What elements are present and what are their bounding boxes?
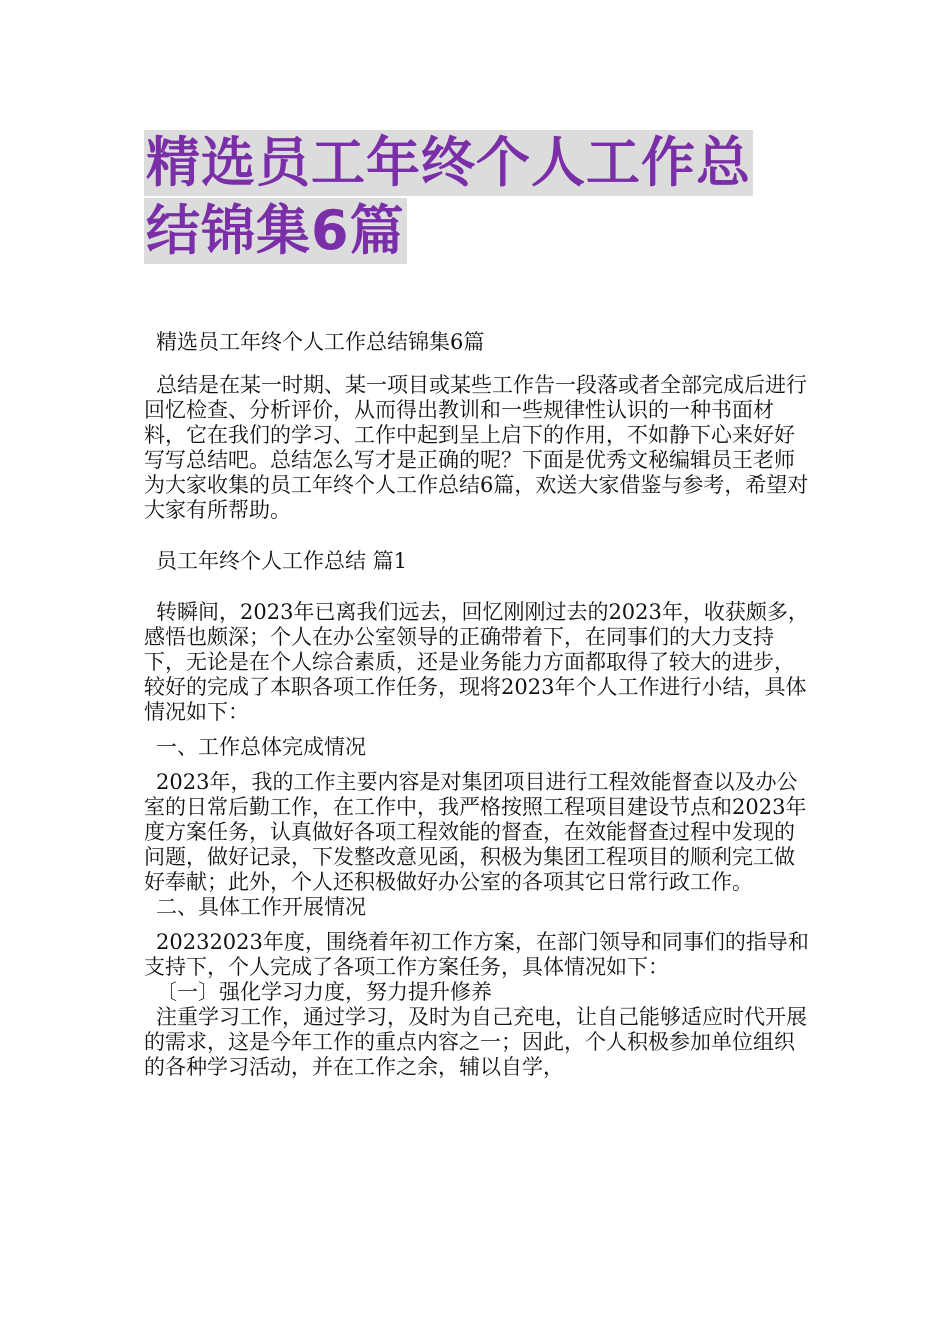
paragraph-1: 转瞬间，2023年已离我们远去，回忆刚刚过去的2023年，收获颇多，感悟也颇深；个人在办公室领导的正确带着下，在同事们的大力支持下，无论是在个人综合素质，还是业务能力方面都取得了较大的进步，较好的完成了本职各项工作任务，现将2023年个人工作进行小结，具体情况如下： bbox=[144, 600, 809, 724]
heading-3: 〔一〕强化学习力度，努力提升修养 bbox=[156, 980, 492, 1004]
heading-2: 二、具体工作开展情况 bbox=[156, 895, 366, 919]
heading-1: 一、工作总体完成情况 bbox=[156, 735, 366, 759]
document-body bbox=[144, 330, 814, 1080]
title-line-2: 结锦集6篇 bbox=[146, 199, 405, 262]
document-title bbox=[144, 130, 824, 266]
title-line-1: 精选员工年终个人工作总 bbox=[146, 131, 751, 194]
paragraph-2: 2023年，我的工作主要内容是对集团项目进行工程效能督查以及办公室的日常后勤工作，在工作中，我严格按照工程项目建设节点和2023年度方案任务，认真做好各项工程效能的督查，在效能督查过程中发现的问题，做好记录，下发整改意见函，积极为集团工程项目的顺利完工做好奉献；此外，个人还积极做好办公室的各项其它日常行政工作。 bbox=[144, 770, 807, 894]
subtitle: 精选员工年终个人工作总结锦集6篇 bbox=[156, 330, 485, 354]
intro-paragraph: 总结是在某一时期、某一项目或某些工作告一段落或者全部完成后进行回忆检查、分析评价，从而得出教训和一些规律性认识的一种书面材料，它在我们的学习、工作中起到呈上启下的作用，不如静下心来好好写写总结吧。总结怎么写才是正确的呢？下面是优秀文秘编辑员王老师为大家收集的员工年终个人工作总结6篇，欢送大家借鉴与参考，希望对大家有所帮助。 bbox=[144, 373, 809, 522]
section-title: 员工年终个人工作总结 篇1 bbox=[156, 549, 408, 573]
paragraph-4: 注重学习工作，通过学习，及时为自己充电，让自己能够适应时代开展的需求，这是今年工作的重点内容之一；因此，个人积极参加单位组织的各种学习活动，并在工作之余，辅以自学， bbox=[144, 1005, 807, 1079]
paragraph-3: 20232023年度，围绕着年初工作方案，在部门领导和同事们的指导和支持下，个人完成了各项工作方案任务，具体情况如下： bbox=[144, 930, 809, 979]
